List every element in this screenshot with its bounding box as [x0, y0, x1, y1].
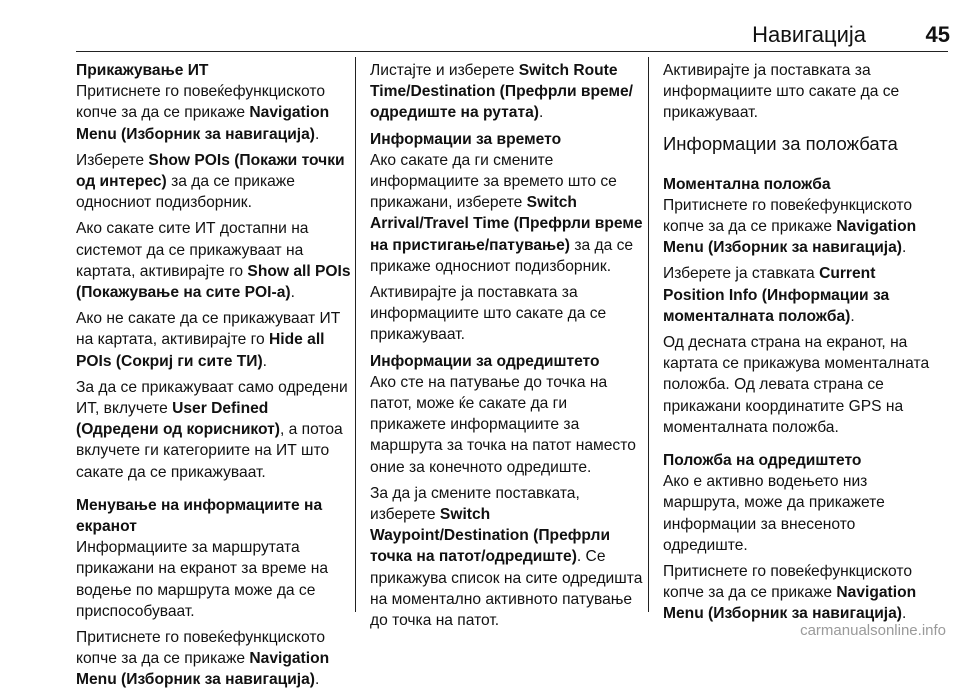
paragraph: Информациите за маршрутата прикажани на екранот за време на водење по маршрута може да се приспособуваат.: [76, 539, 329, 620]
text: Притиснете го повеќефункциското копче за да се прикаже: [76, 629, 326, 668]
text: .: [315, 125, 320, 143]
paragraph: Од десната страна на екранот, на картата се прикажува моменталната положба. Од левата страна се прикажани координатите GPS на моменталната положба.: [663, 334, 930, 436]
text: Изберете: [76, 151, 149, 169]
text: .: [902, 605, 907, 623]
column-2: [370, 60, 646, 636]
paragraph: Активирајте ја поставката за информациите што сакате да се прикажуваат.: [663, 62, 900, 122]
text: Ако не сакате да се прикажуваат ИТ на картата, активирајте го: [76, 310, 341, 349]
text: Притиснете го повеќефункциското копче за да се прикаже: [76, 83, 326, 122]
page-header-title: Навигација: [752, 22, 866, 47]
text: .: [262, 352, 268, 370]
menu-term: User Defined (Одредени од корисникот): [76, 400, 280, 439]
text: .: [538, 104, 544, 122]
heading-poi-display: Прикажување ИТ: [76, 62, 209, 79]
paragraph: [76, 81, 352, 145]
menu-term: Navigation Menu (Изборник за навигација): [663, 218, 917, 257]
menu-term: Current Position Info (Информации за моменталната положба): [663, 265, 890, 325]
paragraph: [76, 308, 352, 372]
menu-term: Navigation Menu (Изборник за навигација): [76, 104, 330, 143]
paragraph: Ако е активно водењето низ маршрута, може да прикажете информации за внесеното одредиште.: [663, 473, 885, 554]
menu-term: Hide all POIs (Сокриј ги сите ТИ): [76, 331, 325, 370]
column-3: [663, 60, 939, 630]
text: .: [902, 239, 907, 257]
column-divider-1: [355, 57, 356, 612]
text: . Се прикажува список на сите одредишта на моментално активното патување до точка на патот.: [370, 548, 643, 630]
text: .: [315, 671, 320, 689]
text: За да ја смените поставката, изберете: [370, 484, 580, 524]
paragraph: [76, 218, 352, 303]
menu-term: Navigation Menu (Изборник за навигација): [663, 584, 917, 623]
paragraph: Активирајте ја поставката за информациите што сакате да се прикажуваат.: [370, 284, 607, 344]
menu-term: Show POIs (Покажи точки од интерес): [76, 151, 345, 191]
header-divider: [76, 51, 948, 52]
menu-term: Navigation Menu (Изборник за навигација): [76, 650, 330, 689]
paragraph: Ако сте на патување до точка на патот, може ќе сакате да ги прикажете информациите за маршрута за точка на патот наместо оние за конечното одредиште.: [370, 373, 636, 476]
paragraph: [370, 483, 646, 631]
paragraph: [663, 195, 939, 259]
column-1: [76, 60, 352, 696]
paragraph: [76, 377, 352, 483]
text: Ако сакате да ги смените информациите за времето што се прикажани, изберете: [370, 151, 617, 212]
menu-term: Show all POIs (Покажување на сите POI-a): [76, 262, 351, 302]
paragraph: [370, 60, 646, 124]
paragraph: [370, 150, 646, 277]
text: За да се прикажуваат само одредени ИТ, вклучете: [76, 378, 348, 418]
heading-time-info: Информации за времето: [370, 130, 562, 148]
paragraph: [76, 150, 352, 214]
text: , а потоа вклучете ги категориите на ИТ што сакате да се прикажуваат.: [76, 421, 343, 481]
page-number: 45: [925, 22, 950, 47]
heading-destination-info: Информации за одредиштето: [370, 352, 600, 370]
text: .: [850, 307, 855, 325]
text: Притиснете го повеќефункциското копче за да се прикаже: [663, 563, 913, 602]
text: Притиснете го повеќефункциското копче за да се прикаже: [663, 196, 913, 236]
text: Изберете ја ставката: [663, 265, 820, 283]
watermark: carmanualsonline.info: [800, 622, 946, 639]
section-heading-position-info: Информации за положбата: [663, 132, 898, 154]
text: .: [290, 284, 295, 302]
text: Ако сакате сите ИТ достапни на системот да се прикажуваат на картата, активирајте го: [76, 220, 309, 280]
paragraph: [663, 561, 939, 625]
menu-term: Switch Waypoint/Destination (Префрли точка на патот/одредиште): [370, 506, 611, 566]
text: Листајте и изберете: [370, 62, 519, 79]
paragraph: [663, 263, 939, 327]
text: за да се прикаже односниот подизборник.: [76, 173, 295, 212]
menu-term: Switch Arrival/Travel Time (Префрли време на пристигање/патување): [370, 194, 643, 254]
text: за да се прикаже односниот подизборник.: [370, 236, 634, 275]
heading-change-screen-info: Менување на информациите на екранот: [76, 496, 323, 536]
column-divider-2: [648, 57, 649, 612]
heading-current-position: Моментална положба: [663, 175, 831, 193]
menu-term: Switch Route Time/Destination (Префрли време/одредиште на рутата): [370, 62, 634, 122]
heading-destination-position: Положба на одредиштето: [663, 452, 862, 470]
